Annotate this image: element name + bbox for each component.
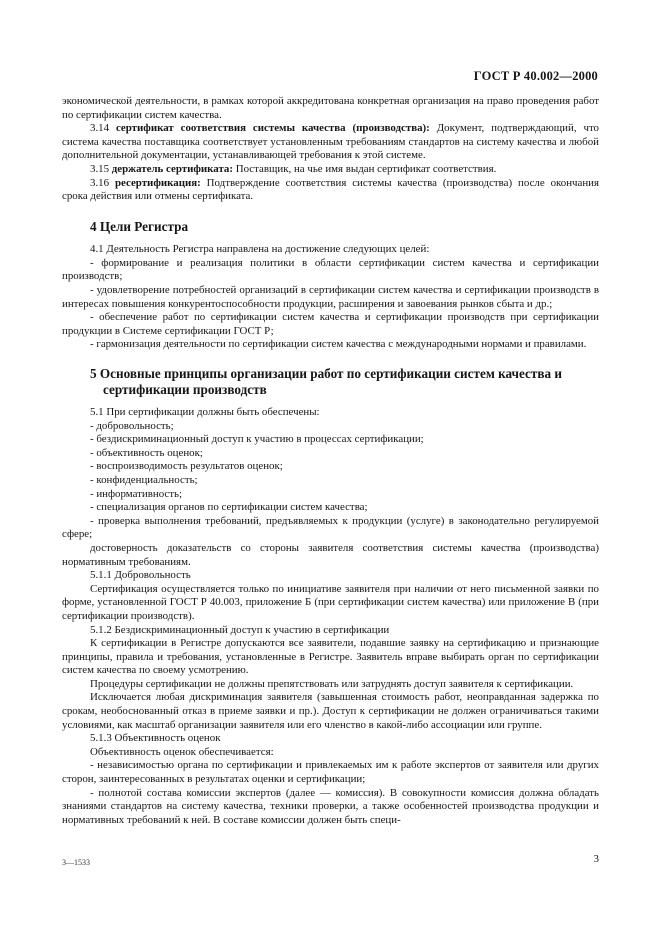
definition-3-16 [62, 177, 599, 204]
list-item: - информативность; [90, 487, 183, 500]
list-item: - обеспечение работ по сертификации систем качества и сертификации производств при сертификации продукции в Системе сертификации ГОСТ Р; [62, 311, 599, 337]
definition-text: Поставщик, на чье имя выдан сертификат соответствия. [233, 162, 497, 175]
page-content [62, 95, 599, 827]
list-item: - проверка выполнения требований, предъявляемых к продукции (услуге) в законодательно регулируемой сфере; [62, 514, 599, 541]
section-5-1-intro: 5.1 При сертификации должны быть обеспечены: [90, 406, 320, 418]
definition-number: 3.16 [90, 176, 115, 189]
section-5-heading-line1: 5 Основные принципы организации работ по сертификации систем качества и [90, 366, 562, 381]
definition-text: Документ, подтверждающий, что система качества поставщика соответствует установленным требованиям стандартов на систему качества и любой дополнительной документации, устанавливающей требования к этой системе. [62, 122, 600, 162]
paragraph: Объективность оценок обеспечивается: [90, 745, 274, 758]
list-item: - гармонизация деятельности по сертификации систем качества с международными нормами и правилами. [90, 338, 587, 351]
section-5-heading-line2: сертификации производств [103, 381, 267, 397]
list-item: - бездискриминационный доступ к участию в процессах сертификации; [90, 433, 424, 446]
standard-header: ГОСТ Р 40.002—2000 [473, 69, 598, 83]
definition-3-15 [62, 163, 599, 177]
definition-text: Подтверждение соответствия системы качества (производства) после окончания срока действия или отмены сертификата. [62, 176, 600, 203]
list-item: - объективность оценок; [90, 446, 203, 459]
section-4-intro: 4.1 Деятельность Регистра направлена на достижение следующих целей: [90, 243, 430, 256]
subsection-5-1-1-text: Сертификация осуществляется только по инициативе заявителя при наличии от него письменной заявки по форме, установленной ГОСТ Р 40.003, приложение Б (при сертификации систем качества) или приложение В (при сертификации производств). [62, 582, 599, 622]
subsection-5-1-3-title: 5.1.3 Объективность оценок [90, 732, 221, 745]
list-item: - добровольность; [90, 419, 174, 432]
section-5-heading [62, 366, 599, 397]
subsection-5-1-1-title: 5.1.1 Добровольность [90, 569, 191, 582]
subsection-5-1-2-title: 5.1.2 Бездискриминационный доступ к участию в сертификации [90, 623, 390, 636]
list-item: - специализация органов по сертификации систем качества; [90, 501, 368, 514]
list-item: - конфиденциальность; [90, 473, 198, 486]
definition-number: 3.15 [90, 162, 112, 175]
list-item: - формирование и реализация политики в области сертификации систем качества и сертификации производств; [62, 256, 599, 283]
list-item: - независимостью органа по сертификации и привлекаемых им к работе экспертов от заявителя или других сторон, заинтересованных в результатах оценки и сертификации; [62, 759, 599, 786]
list-item: - удовлетворение потребностей организаций в сертификации систем качества и сертификации производств в интересах повышения конкурентоспособности продукции, расширения и завоевания рынков сбыта и др.; [62, 284, 599, 310]
list-item: достоверность доказательств со стороны заявителя соответствия системы качества (производства) нормативным требованиям. [62, 541, 599, 568]
list-item: - полнотой состава комиссии экспертов (далее — комиссия). В совокупности комиссия должна обладать знаниями стандартов на систему качества, техники проверки, а также особенностей производства продукции и нормативных требований к ней. В составе комиссии должен быть специ- [62, 786, 599, 826]
list-item: - воспроизводимость результатов оценок; [90, 460, 283, 473]
paragraph: Процедуры сертификации не должны препятствовать или затруднять доступ заявителя к сертификации. [90, 677, 574, 690]
definition-number: 3.14 [90, 122, 116, 135]
definition-term: сертификат соответствия системы качества (производства): [115, 122, 430, 135]
print-code: 3—1533 [62, 858, 90, 867]
page-number: 3 [593, 853, 599, 865]
section-4-heading: 4 Цели Регистра [90, 218, 189, 234]
definition-term: ресертификация: [114, 176, 201, 189]
continued-paragraph: экономической деятельности, в рамках которой аккредитована конкретная организация на право проведения работ по сертификации систем качества. [62, 95, 599, 121]
definition-3-14 [62, 122, 599, 163]
paragraph: К сертификации в Регистре допускаются все заявители, подавшие заявку на сертификацию и признающие принципы, правила и требования, установленные в Регистре. Заявитель вправе выбирать орган по сертификации систем качества по своему усмотрению. [62, 637, 599, 677]
definition-term: держатель сертификата: [111, 162, 233, 175]
paragraph: Исключается любая дискриминация заявителя (завышенная стоимость работ, неоправданная задержка по срокам, необоснованный отказ в приеме заявки и пр.). Доступ к сертификации не должен ограничиваться такими условиями, как масштаб организации заявителя или его членство в какой-либо ассоциации или группе. [62, 691, 599, 731]
